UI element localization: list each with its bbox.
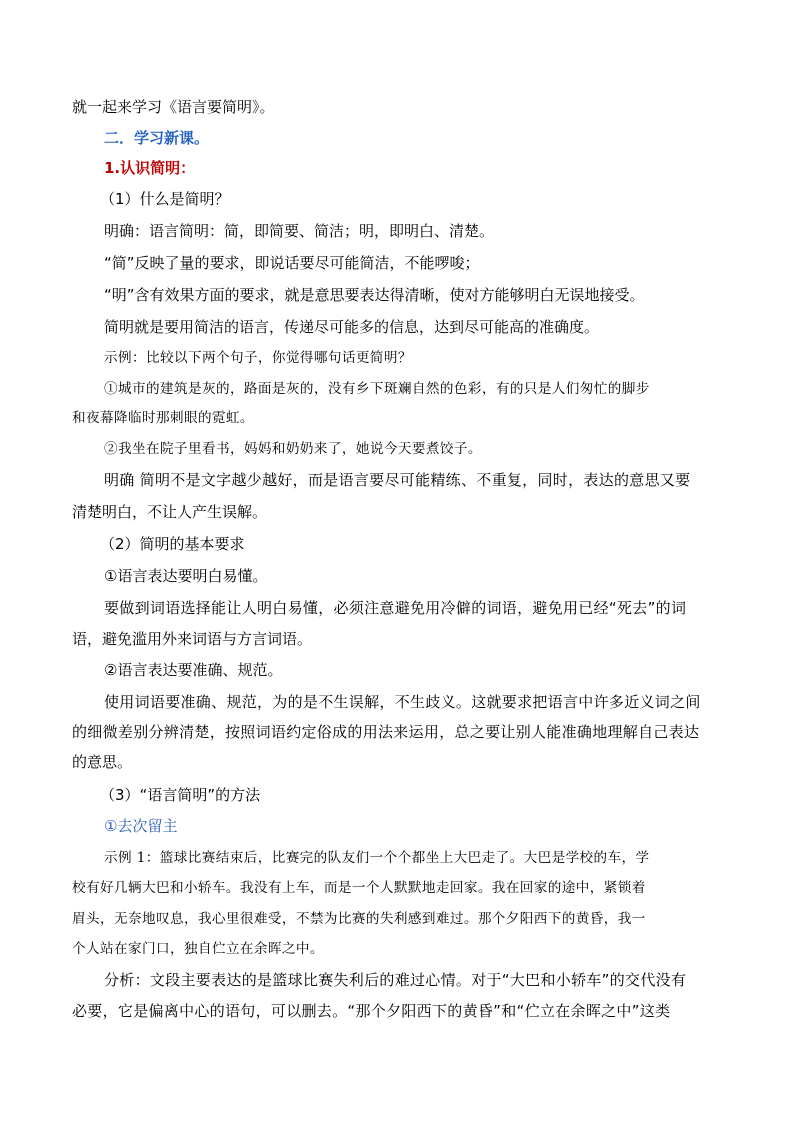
example-line: 示例 1：篮球比赛结束后，比赛完的队友们一个个都坐上大巴走了。大巴是学校的车，学 xyxy=(104,850,650,866)
paragraph-line: 要做到词语选择能让人明白易懂，必须注意避免用冷僻的词语，避免用已经“死去”的词 xyxy=(104,599,687,617)
example-line: 和夜幕降临时那刺眼的霓虹。 xyxy=(72,410,254,426)
requirement-heading: ①语言表达要明白易懂。 xyxy=(104,567,268,585)
subsection-heading: 1.认识简明： xyxy=(104,159,196,177)
question-heading: （1）什么是简明？ xyxy=(100,190,230,208)
example-line: 示例：比较以下两个句子，你觉得哪句话更简明？ xyxy=(104,350,412,366)
example-line: 校有好几辆大巴和小轿车。我没有上车，而是一个人默默地走回家。我在回家的途中，紧锁着 xyxy=(72,880,646,896)
paragraph-line: 必要，它是偏离中心的语句，可以删去。“那个夕阳西下的黄昏”和“伫立在余晖之中”这类 xyxy=(72,1002,671,1020)
paragraph-line: 明确：语言简明：简，即简要、简洁；明，即明白、清楚。 xyxy=(104,222,495,240)
question-heading: （2）简明的基本要求 xyxy=(100,535,245,553)
paragraph-line: 分析：文段主要表达的是篮球比赛失利后的难过心情。对于“大巴和小轿车”的交代没有 xyxy=(104,971,687,989)
example-line: ②我坐在院子里看书，妈妈和奶奶来了，她说今天要煮饺子。 xyxy=(104,441,482,457)
example-line: ①城市的建筑是灰的，路面是灰的，没有乡下斑斓自然的色彩，有的只是人们匆忙的脚步 xyxy=(104,381,650,397)
paragraph-line: 的意思。 xyxy=(72,753,133,771)
paragraph-line: 清楚明白，不让人产生误解。 xyxy=(72,503,268,521)
example-line: 眉头，无奈地叹息，我心里很难受，不禁为比赛的失利感到难过。那个夕阳西下的黄昏，我一 xyxy=(72,911,646,927)
paragraph-line: 语，避免滥用外来词语与方言词语。 xyxy=(72,630,313,648)
example-line: 个人站在家门口，独自伫立在余晖之中。 xyxy=(72,941,324,957)
paragraph-line: 的细微差别分辨清楚，按照词语约定俗成的用法来运用，总之要让别人能准确地理解自己表达 xyxy=(72,723,700,741)
paragraph-line: “明”含有效果方面的要求，就是意思要表达得清晰，使对方能够明白无误地接受。 xyxy=(104,286,645,304)
requirement-heading: ②语言表达要准确、规范。 xyxy=(104,661,283,679)
method-heading: ①去次留主 xyxy=(104,817,178,835)
paragraph-line: 使用词语要准确、规范，为的是不生误解，不生歧义。这就要求把语言中许多近义词之间 xyxy=(104,693,701,711)
paragraph-line: 简明就是要用简洁的语言，传递尽可能多的信息，达到尽可能高的准确度。 xyxy=(104,318,600,336)
paragraph-line: 明确 简明不是文字越少越好，而是语言要尽可能精练、不重复，同时，表达的意思又要 xyxy=(104,471,691,489)
question-heading: （3）“语言简明”的方法 xyxy=(100,786,261,804)
section-heading: 二．学习新课。 xyxy=(104,129,210,147)
intro-line: 就一起来学习《语言要简明》。 xyxy=(72,98,275,116)
paragraph-line: “简”反映了量的要求，即说话要尽可能简洁，不能啰唆； xyxy=(104,254,480,272)
